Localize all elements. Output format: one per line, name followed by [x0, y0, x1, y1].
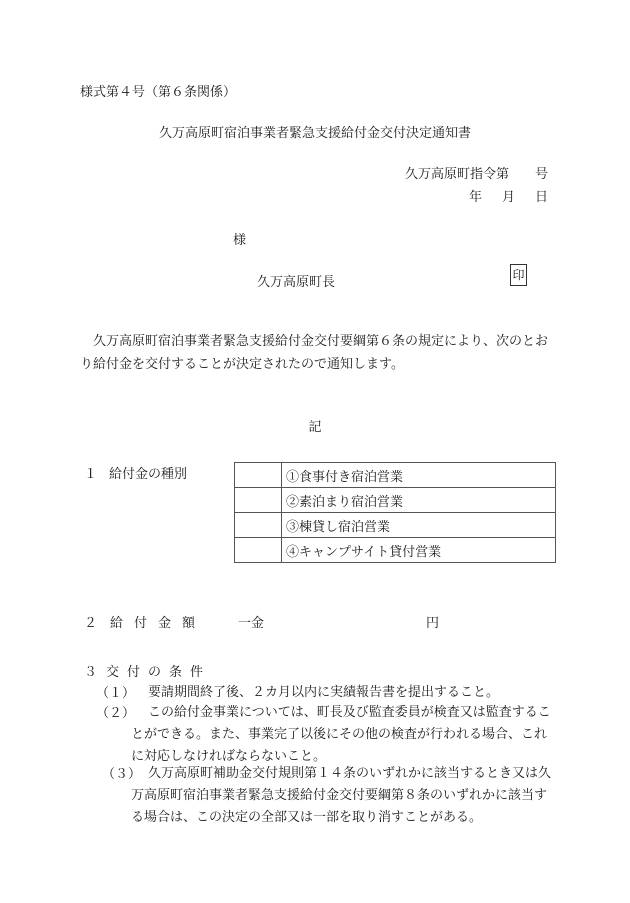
section-3-heading: [84, 661, 211, 680]
notice-body: 久万高原町宿泊事業者緊急支援給付金交付要綱第６条の規定により、次のとおり給付金を交付することが決定されたので通知します。: [80, 334, 549, 372]
check-cell[interactable]: [235, 488, 282, 513]
date-year: 年: [468, 190, 482, 205]
section-2-heading: [84, 612, 206, 631]
condition-text: 久万高原町補助金交付規則第１４条のいずれかに該当するとき又は久万高原町宿泊事業者緊急支援給付金交付要綱第８条のいずれかに該当する場合は、この決定の全部又は一部を取り消すことがある。: [131, 766, 552, 825]
section-1-heading: [84, 463, 187, 482]
condition-number: （２）: [96, 706, 136, 721]
seal-mark: 印: [510, 264, 527, 286]
section-3-number: ３: [84, 665, 98, 680]
grant-type-label: ④キャンプサイト貸付営業: [282, 538, 556, 563]
table-row: [235, 488, 556, 513]
document-title: 久万高原町宿泊事業者緊急支援給付金交付決定通知書: [158, 126, 471, 141]
check-cell[interactable]: [235, 463, 282, 488]
form-number: 様式第４号（第６条関係）: [80, 85, 237, 100]
table-row: [235, 463, 556, 488]
section-2-label: 給付金額: [110, 616, 207, 631]
ki-heading: 記: [308, 420, 322, 435]
section-3-label: 交付の条件: [106, 665, 212, 680]
table-row: [235, 538, 556, 563]
recipient-suffix: 様: [233, 233, 247, 248]
condition-number: （３）: [102, 767, 142, 782]
grant-type-label: ①食事付き宿泊営業: [282, 463, 556, 488]
check-cell[interactable]: [235, 513, 282, 538]
section-1-number: １: [84, 467, 98, 482]
issuer-name: 久万高原町長: [257, 275, 336, 290]
issue-date: [449, 186, 548, 205]
section-2-number: ２: [84, 616, 98, 631]
condition-number: （１）: [96, 686, 136, 701]
amount-prefix: 一金: [238, 616, 265, 631]
condition-text: 要請期間終了後、２カ月以内に実績報告書を提出すること。: [148, 685, 500, 700]
table-row: [235, 513, 556, 538]
check-cell[interactable]: [235, 538, 282, 563]
condition-text: この給付金事業については、町長及び監査委員が検査又は監査することができる。また、事業完了以後にその他の検査が行われる場合、これに対応しなければならないこと。: [131, 705, 551, 764]
document-number: 久万高原町指令第 号: [404, 167, 548, 182]
grant-type-table: [234, 462, 556, 563]
amount-unit: 円: [426, 616, 440, 631]
date-month: 月: [501, 190, 515, 205]
grant-type-label: ②素泊まり宿泊営業: [282, 488, 556, 513]
date-day: 日: [534, 190, 548, 205]
grant-type-label: ③棟貸し宿泊営業: [282, 513, 556, 538]
section-1-label: 給付金の種別: [109, 467, 188, 482]
